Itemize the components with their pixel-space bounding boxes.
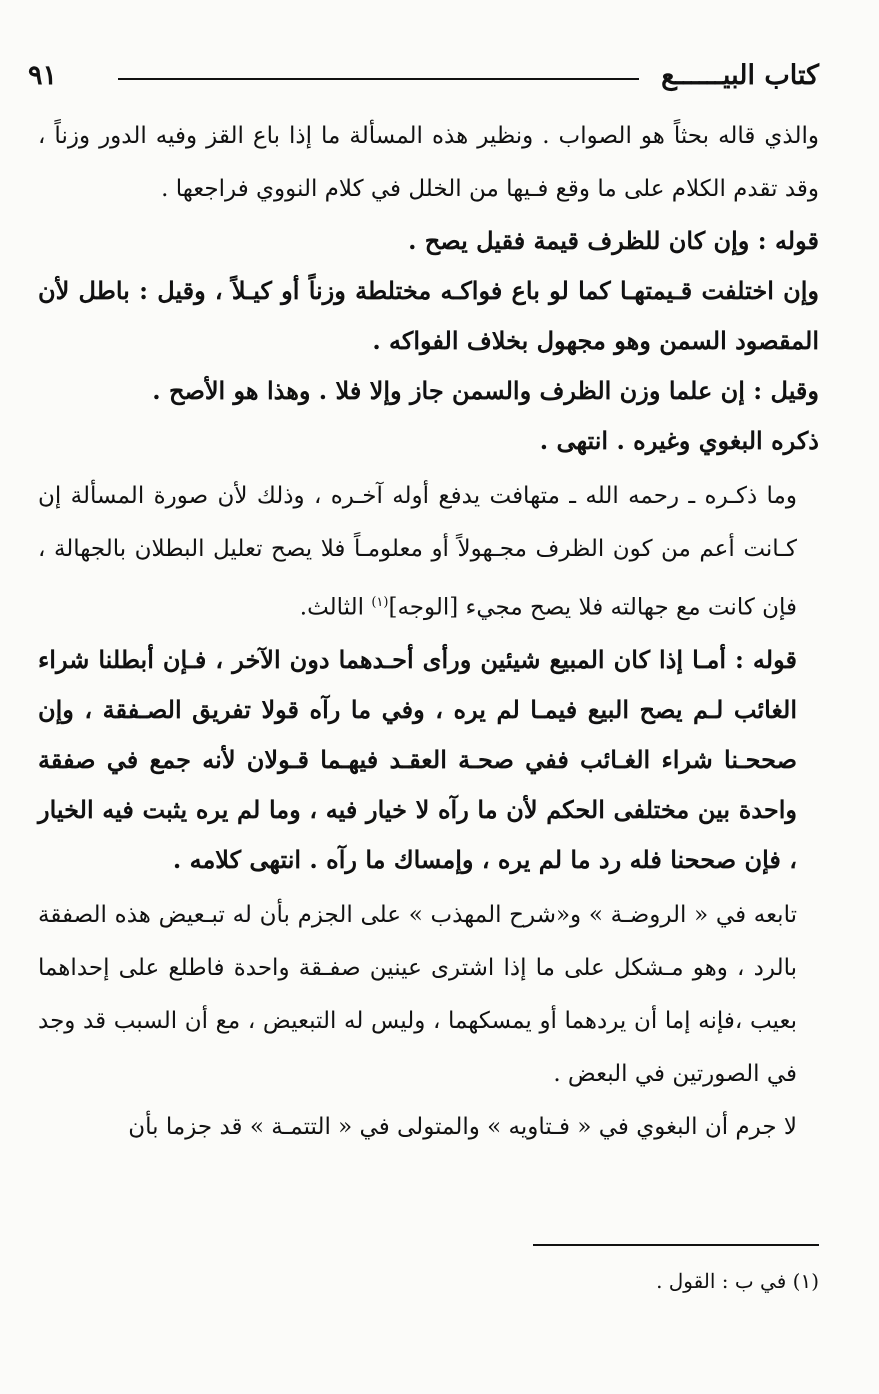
main-text [38, 110, 819, 1154]
paragraph-9: لا جرم أن البغوي في « فـتاويه » والمتولى في « التتمـة » قد جزما بأن [128, 1113, 797, 1140]
paragraph-5: ذكره البغوي وغيره . انتهى . [539, 426, 819, 455]
header-rule [118, 78, 639, 80]
paragraph-1: والذي قاله بحثاً هو الصواب . ونظير هذه المسألة ما إذا باع القز وفيه الدور وزناً ، وقد تقدم الكلام على ما وقع فـيها من الخلل في كلام النووي فراجعها . [38, 123, 819, 202]
chapter-title: كتاب البيــــــع [661, 60, 819, 91]
paragraph-8: تابعه في « الروضـة » و«شرح المهذب » على الجزم بأن له تبـعيض هذه الصفقة بالرد ، وهو مـشكل على ما إذا اشترى عينين صفـقة واحدة فاطلع على إحداهما بعيب ،فإنه إما أن يردهما أو يمسكهما ، وليس له التبعيض ، مع أن السبب قد وجد في الصورتين في البعض . [38, 901, 797, 1087]
paragraph-2: قوله : وإن كان للظرف قيمة فقيل يصح . [408, 226, 819, 255]
paragraph-4: وقيل : إن علما وزن الظرف والسمن جاز وإلا فلا . وهذا هو الأصح . [152, 376, 819, 405]
page-header [28, 56, 819, 96]
footnote: (١) في ب : القول . [656, 1269, 819, 1293]
paragraph-6 [38, 470, 819, 635]
paragraph-3: وإن اختلفت قـيمتهـا كما لو باع فواكـه مختلطة وزناً أو كيـلاً ، وقيل : باطل لأن المقصود السمن وهو مجهول بخلاف الفواكه . [38, 276, 819, 355]
paragraph-6-tail: الثالث. [299, 594, 372, 621]
paragraph-7: قوله : أمـا إذا كان المبيع شيئين ورأى أحـدهما دون الآخر ، فـإن أبطلنا شراء الغائب لـم يصح البيع فيمـا لم يره ، وفي ما رآه قولا تفريق الصـفقة ، وإن صححـنا شراء الغـائب ففي صحـة العقـد فيهـما قـولان لأنه جمع في صفقة واحدة بين مختلفى الحكم لأن ما رآه لا خيار فيه ، وما لم يره يثبت فيه الخيار ، فإن صححنا فله رد ما لم يره ، وإمساك ما رآه . انتهى كلامه . [38, 644, 797, 874]
footnote-rule [533, 1244, 819, 1246]
page-number: ٩١ [28, 60, 58, 91]
footnote-marker: (١) [371, 595, 389, 610]
paragraph-6-text: وما ذكـره ـ رحمه الله ـ متهافت يدفع أوله آخـره ، وذلك لأن صورة المسألة إن كـانت أعم من كون الظرف مجـهولاً أو معلومـاً فلا يصح تعليل البطلان بالجهالة ، فإن كانت مع جهالته فلا يصح مجيء [الوجه] [38, 483, 797, 621]
